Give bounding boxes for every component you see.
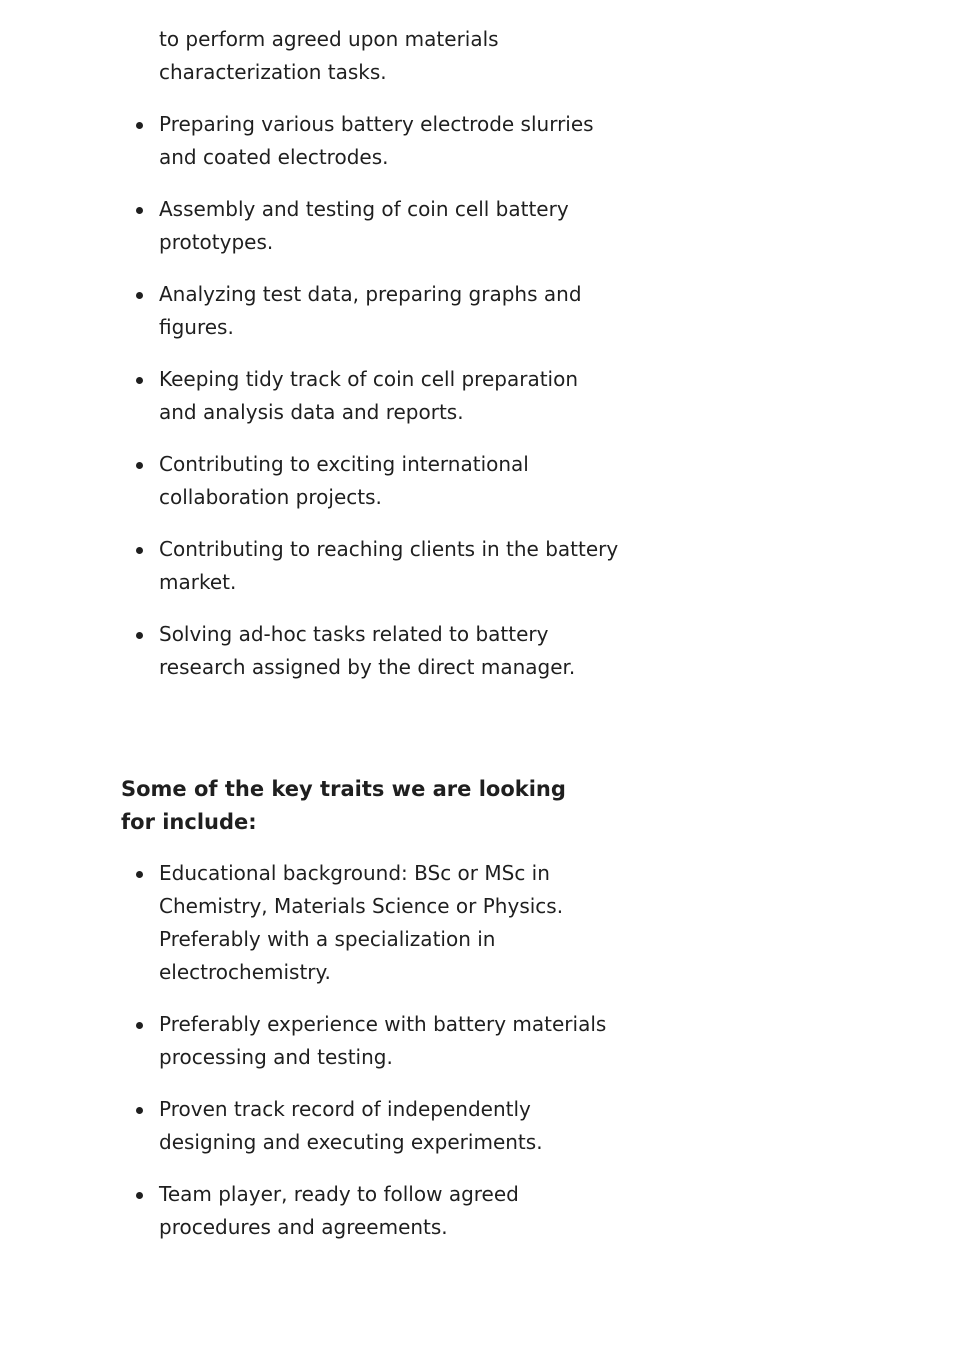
responsibilities-list: [121, 108, 621, 703]
list-item: Solving ad-hoc tasks related to battery research assigned by the direct manager.: [121, 618, 621, 684]
list-item: Assembly and testing of coin cell battery prototypes.: [121, 193, 621, 259]
traits-list: [121, 857, 621, 1263]
list-item: Preferably experience with battery materials processing and testing.: [121, 1008, 621, 1074]
list-item: Educational background: BSc or MSc in Chemistry, Materials Science or Physics. Preferably with a specialization in electrochemistry.: [121, 857, 621, 989]
list-item: Proven track record of independently designing and executing experiments.: [121, 1093, 621, 1159]
list-item: Preparing various battery electrode slurries and coated electrodes.: [121, 108, 621, 174]
responsibility-continuation-text: to perform agreed upon materials characterization tasks.: [159, 27, 499, 84]
list-item: Contributing to reaching clients in the battery market.: [121, 533, 621, 599]
list-item: Analyzing test data, preparing graphs and figures.: [121, 278, 621, 344]
traits-heading: Some of the key traits we are looking for include:: [121, 777, 566, 834]
list-item: Contributing to exciting international collaboration projects.: [121, 448, 621, 514]
job-description-content: [121, 0, 621, 1239]
list-item: Keeping tidy track of coin cell preparation and analysis data and reports.: [121, 363, 621, 429]
list-item: Team player, ready to follow agreed procedures and agreements.: [121, 1178, 621, 1244]
